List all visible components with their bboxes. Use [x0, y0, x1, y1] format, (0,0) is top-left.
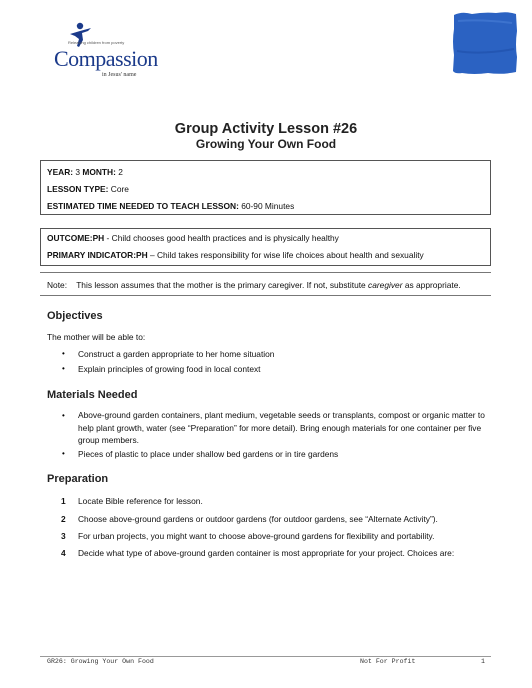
- time-label: ESTIMATED TIME NEEDED TO TEACH LESSON:: [47, 201, 239, 211]
- bullet-icon: •: [62, 349, 65, 358]
- bullet-icon: •: [62, 411, 65, 420]
- indicator-line: [47, 250, 424, 260]
- step-text: For urban projects, you might want to choose above-ground gardens for flexibility and portability.: [78, 531, 435, 541]
- time-line: [47, 201, 294, 211]
- note-text-before: This lesson assumes that the mother is the primary caregiver. If not, substitute: [76, 280, 369, 290]
- footer-left: GR26: Growing Your Own Food: [47, 658, 154, 665]
- blue-brush-block: [452, 11, 518, 75]
- compassion-logo: [52, 22, 172, 78]
- step-number: 2: [61, 514, 66, 524]
- time-value: 60-90 Minutes: [241, 201, 295, 211]
- year-label: YEAR:: [47, 167, 74, 177]
- logo-subtitle: in Jesus' name: [102, 72, 137, 78]
- year-value: 3: [75, 167, 81, 177]
- step-text: Choose above-ground gardens or outdoor gardens (for outdoor gardens, see “Alternate Activity”).: [78, 514, 438, 524]
- step-text: Locate Bible reference for lesson.: [78, 496, 203, 506]
- step-number: 1: [61, 496, 66, 506]
- page-number: 1: [481, 658, 485, 665]
- outcome-line: [47, 233, 339, 243]
- page-subtitle: Growing Your Own Food: [195, 137, 337, 151]
- step-text: Decide what type of above-ground garden container is most appropriate for your project. Choices are:: [78, 548, 455, 558]
- note: [47, 280, 461, 290]
- preparation-heading: Preparation: [47, 473, 109, 485]
- lesson-type-value: Core: [110, 184, 129, 194]
- indicator-label: PRIMARY INDICATOR:PH: [47, 250, 148, 260]
- logo-tagline: Releasing children from poverty: [68, 40, 125, 45]
- note-emphasis: caregiver: [368, 280, 403, 290]
- objectives-heading: Objectives: [47, 310, 103, 322]
- objective-item: Explain principles of growing food in local context: [78, 364, 261, 374]
- materials-heading: Materials Needed: [47, 389, 138, 401]
- material-item: Above-ground garden containers, plant medium, vegetable seeds or transplants, compost or organic matter to help plant growth, water (see “Preparation” for more detail). Bring enough materials for one container per five group members.: [78, 410, 485, 445]
- step-number: 3: [61, 531, 66, 541]
- month-label: MONTH:: [82, 167, 116, 177]
- outcome-label: OUTCOME:PH: [47, 233, 105, 243]
- bullet-icon: •: [62, 449, 65, 458]
- page-title: Group Activity Lesson #26: [174, 121, 358, 137]
- lesson-type-line: [47, 184, 129, 194]
- note-bottom-rule: [40, 295, 491, 296]
- note-label: Note:: [47, 280, 68, 290]
- bullet-icon: •: [62, 364, 65, 373]
- year-month-line: [47, 167, 123, 177]
- lesson-type-label: LESSON TYPE:: [47, 184, 109, 194]
- material-item: Pieces of plastic to place under shallow bed gardens or in tire gardens: [78, 449, 339, 459]
- note-top-rule: [40, 272, 491, 273]
- logo-brand: Compassion: [54, 46, 158, 71]
- month-value: 2: [118, 167, 123, 177]
- step-number: 4: [61, 548, 66, 558]
- footer-center: Not For Profit: [360, 658, 416, 665]
- indicator-value: – Child takes responsibility for wise life choices about health and sexuality: [147, 250, 424, 260]
- footer-rule: [40, 656, 491, 657]
- objective-item: Construct a garden appropriate to her home situation: [78, 349, 275, 359]
- note-text-after: as appropriate.: [402, 280, 461, 290]
- objectives-intro: The mother will be able to:: [47, 332, 146, 342]
- outcome-value: - Child chooses good health practices and is physically healthy: [104, 233, 339, 243]
